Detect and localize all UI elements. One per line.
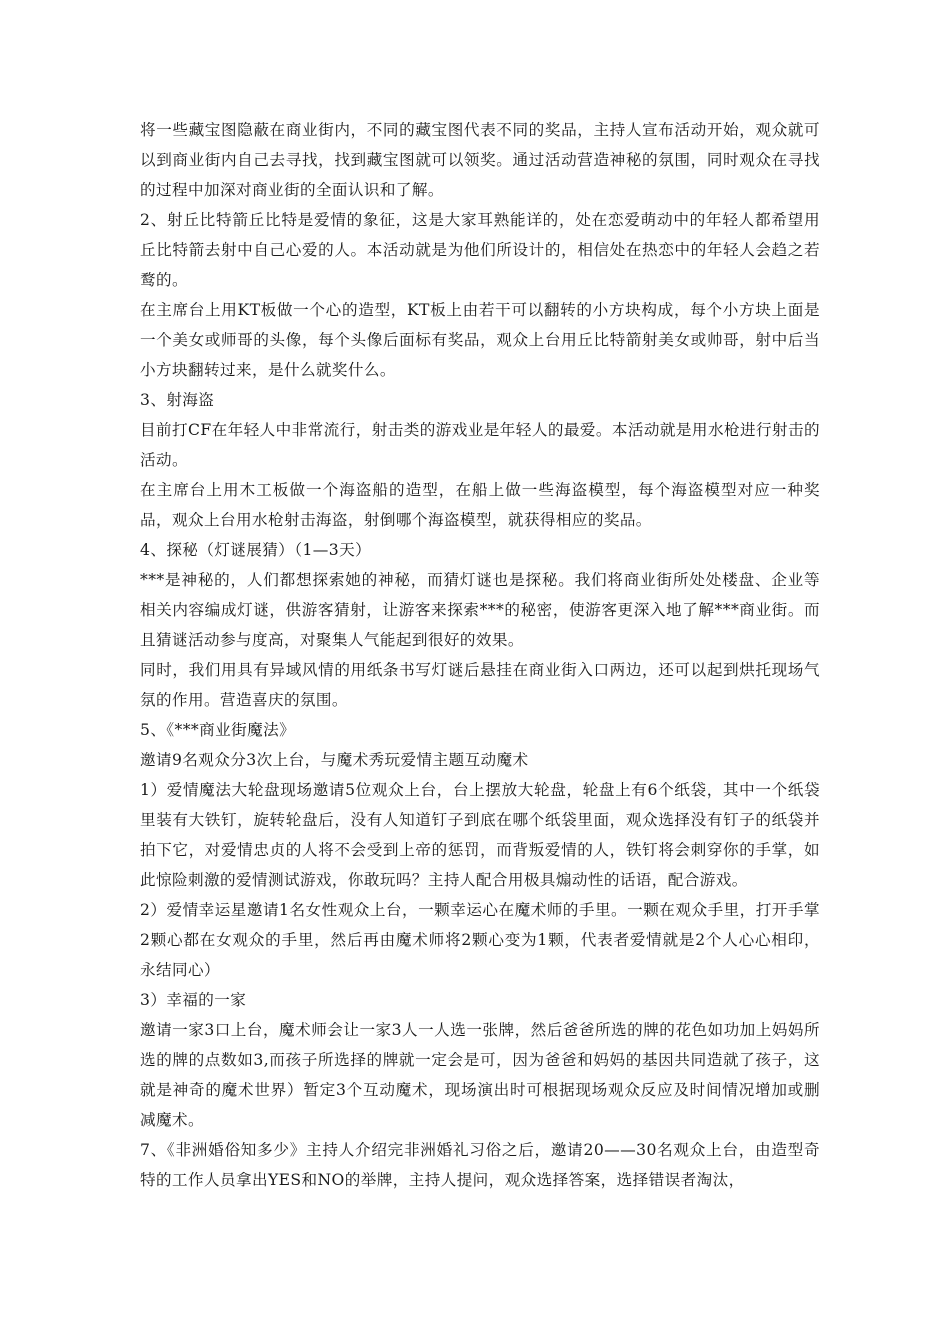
heading-shoot-pirates: 3、射海盗 [140,391,215,409]
paragraph-street-magic-intro: 邀请9名观众分3次上台，与魔术秀玩爱情主题互动魔术 [140,751,529,769]
paragraph-magic-wheel: 1）爱情魔法大轮盘现场邀请5位观众上台，台上摆放大轮盘，轮盘上有6个纸袋，其中一个纸袋里装有大铁钉，旋转轮盘后，没有人知道钉子到底在哪个纸袋里面，观众选择没有钉子的纸袋并拍下它，对爱情忠贞的人将不会受到上帝的惩罚，而背叛爱情的人，铁钉将会刺穿你的手掌，如此惊险刺激的爱情测试游戏，你敢玩吗？主持人配合用极具煽动性的话语，配合游戏。 [140,781,820,889]
paragraph-happy-family: 邀请一家3口上台，魔术师会让一家3人一人选一张牌，然后爸爸所选的牌的花色如功加上妈妈所选的牌的点数如3,而孩子所选择的牌就一定会是可，因为爸爸和妈妈的基因共同造就了孩子，这就是神奇的魔术世界）暂定3个互动魔术，现场演出时可根据现场观众反应及时间情况增加或删减魔术。 [140,1021,820,1129]
heading-lantern-riddles: 4、探秘（灯谜展猜）（1—3天） [140,541,372,559]
paragraph-shoot-pirates-intro: 目前打CF在年轻人中非常流行，射击类的游戏业是年轻人的最爱。本活动就是用水枪进行射击的活动。 [140,421,820,469]
paragraph-shoot-pirates-setup: 在主席台上用木工板做一个海盗船的造型，在船上做一些海盗模型，每个海盗模型对应一种奖品，观众上台用水枪射击海盗，射倒哪个海盗模型，就获得相应的奖品。 [140,481,820,529]
paragraph-african-wedding: 7、《非洲婚俗知多少》主持人介绍完非洲婚礼习俗之后，邀请20——30名观众上台，由造型奇特的工作人员拿出YES和NO的举牌，主持人提问，观众选择答案，选择错误者淘汰， [140,1141,820,1189]
paragraph-treasure-map-intro: 将一些藏宝图隐蔽在商业街内，不同的藏宝图代表不同的奖品，主持人宣布活动开始，观众就可以到商业街内自己去寻找，找到藏宝图就可以领奖。通过活动营造神秘的氛围，同时观众在寻找的过程中加深对商业街的全面认识和了解。 [140,121,820,199]
paragraph-lantern-riddles-intro: ***是神秘的，人们都想探索她的神秘，而猜灯谜也是探秘。我们将商业街所处处楼盘、企业等相关内容编成灯谜，供游客猜射，让游客来探索***的秘密，使游客更深入地了解***商业街。而且猜谜活动参与度高，对聚集人气能起到很好的效果。 [140,571,820,649]
paragraph-cupid-arrow-setup: 在主席台上用KT板做一个心的造型，KT板上由若干可以翻转的小方块构成，每个小方块上面是一个美女或师哥的头像，每个头像后面标有奖品，观众上台用丘比特箭射美女或帅哥，射中后当小方块翻转过来，是什么就奖什么。 [140,301,820,379]
heading-street-magic: 5、《***商业街魔法》 [140,721,296,739]
heading-happy-family: 3）幸福的一家 [140,991,247,1009]
document-body [140,115,820,1195]
paragraph-lucky-star: 2）爱情幸运星邀请1名女性观众上台，一颗幸运心在魔术师的手里。一颗在观众手里，打开手掌2颗心都在女观众的手里，然后再由魔术师将2颗心变为1颗，代表者爱情就是2个人心心相印，永结同心） [140,901,820,979]
paragraph-cupid-arrow: 2、射丘比特箭丘比特是爱情的象征，这是大家耳熟能详的，处在恋爱萌动中的年轻人都希望用丘比特箭去射中自己心爱的人。本活动就是为他们所设计的，相信处在热恋中的年轻人会趋之若鹜的。 [140,211,820,289]
paragraph-lantern-riddles-setup: 同时，我们用具有异域风情的用纸条书写灯谜后悬挂在商业街入口两边，还可以起到烘托现场气氛的作用。营造喜庆的氛围。 [140,661,820,709]
